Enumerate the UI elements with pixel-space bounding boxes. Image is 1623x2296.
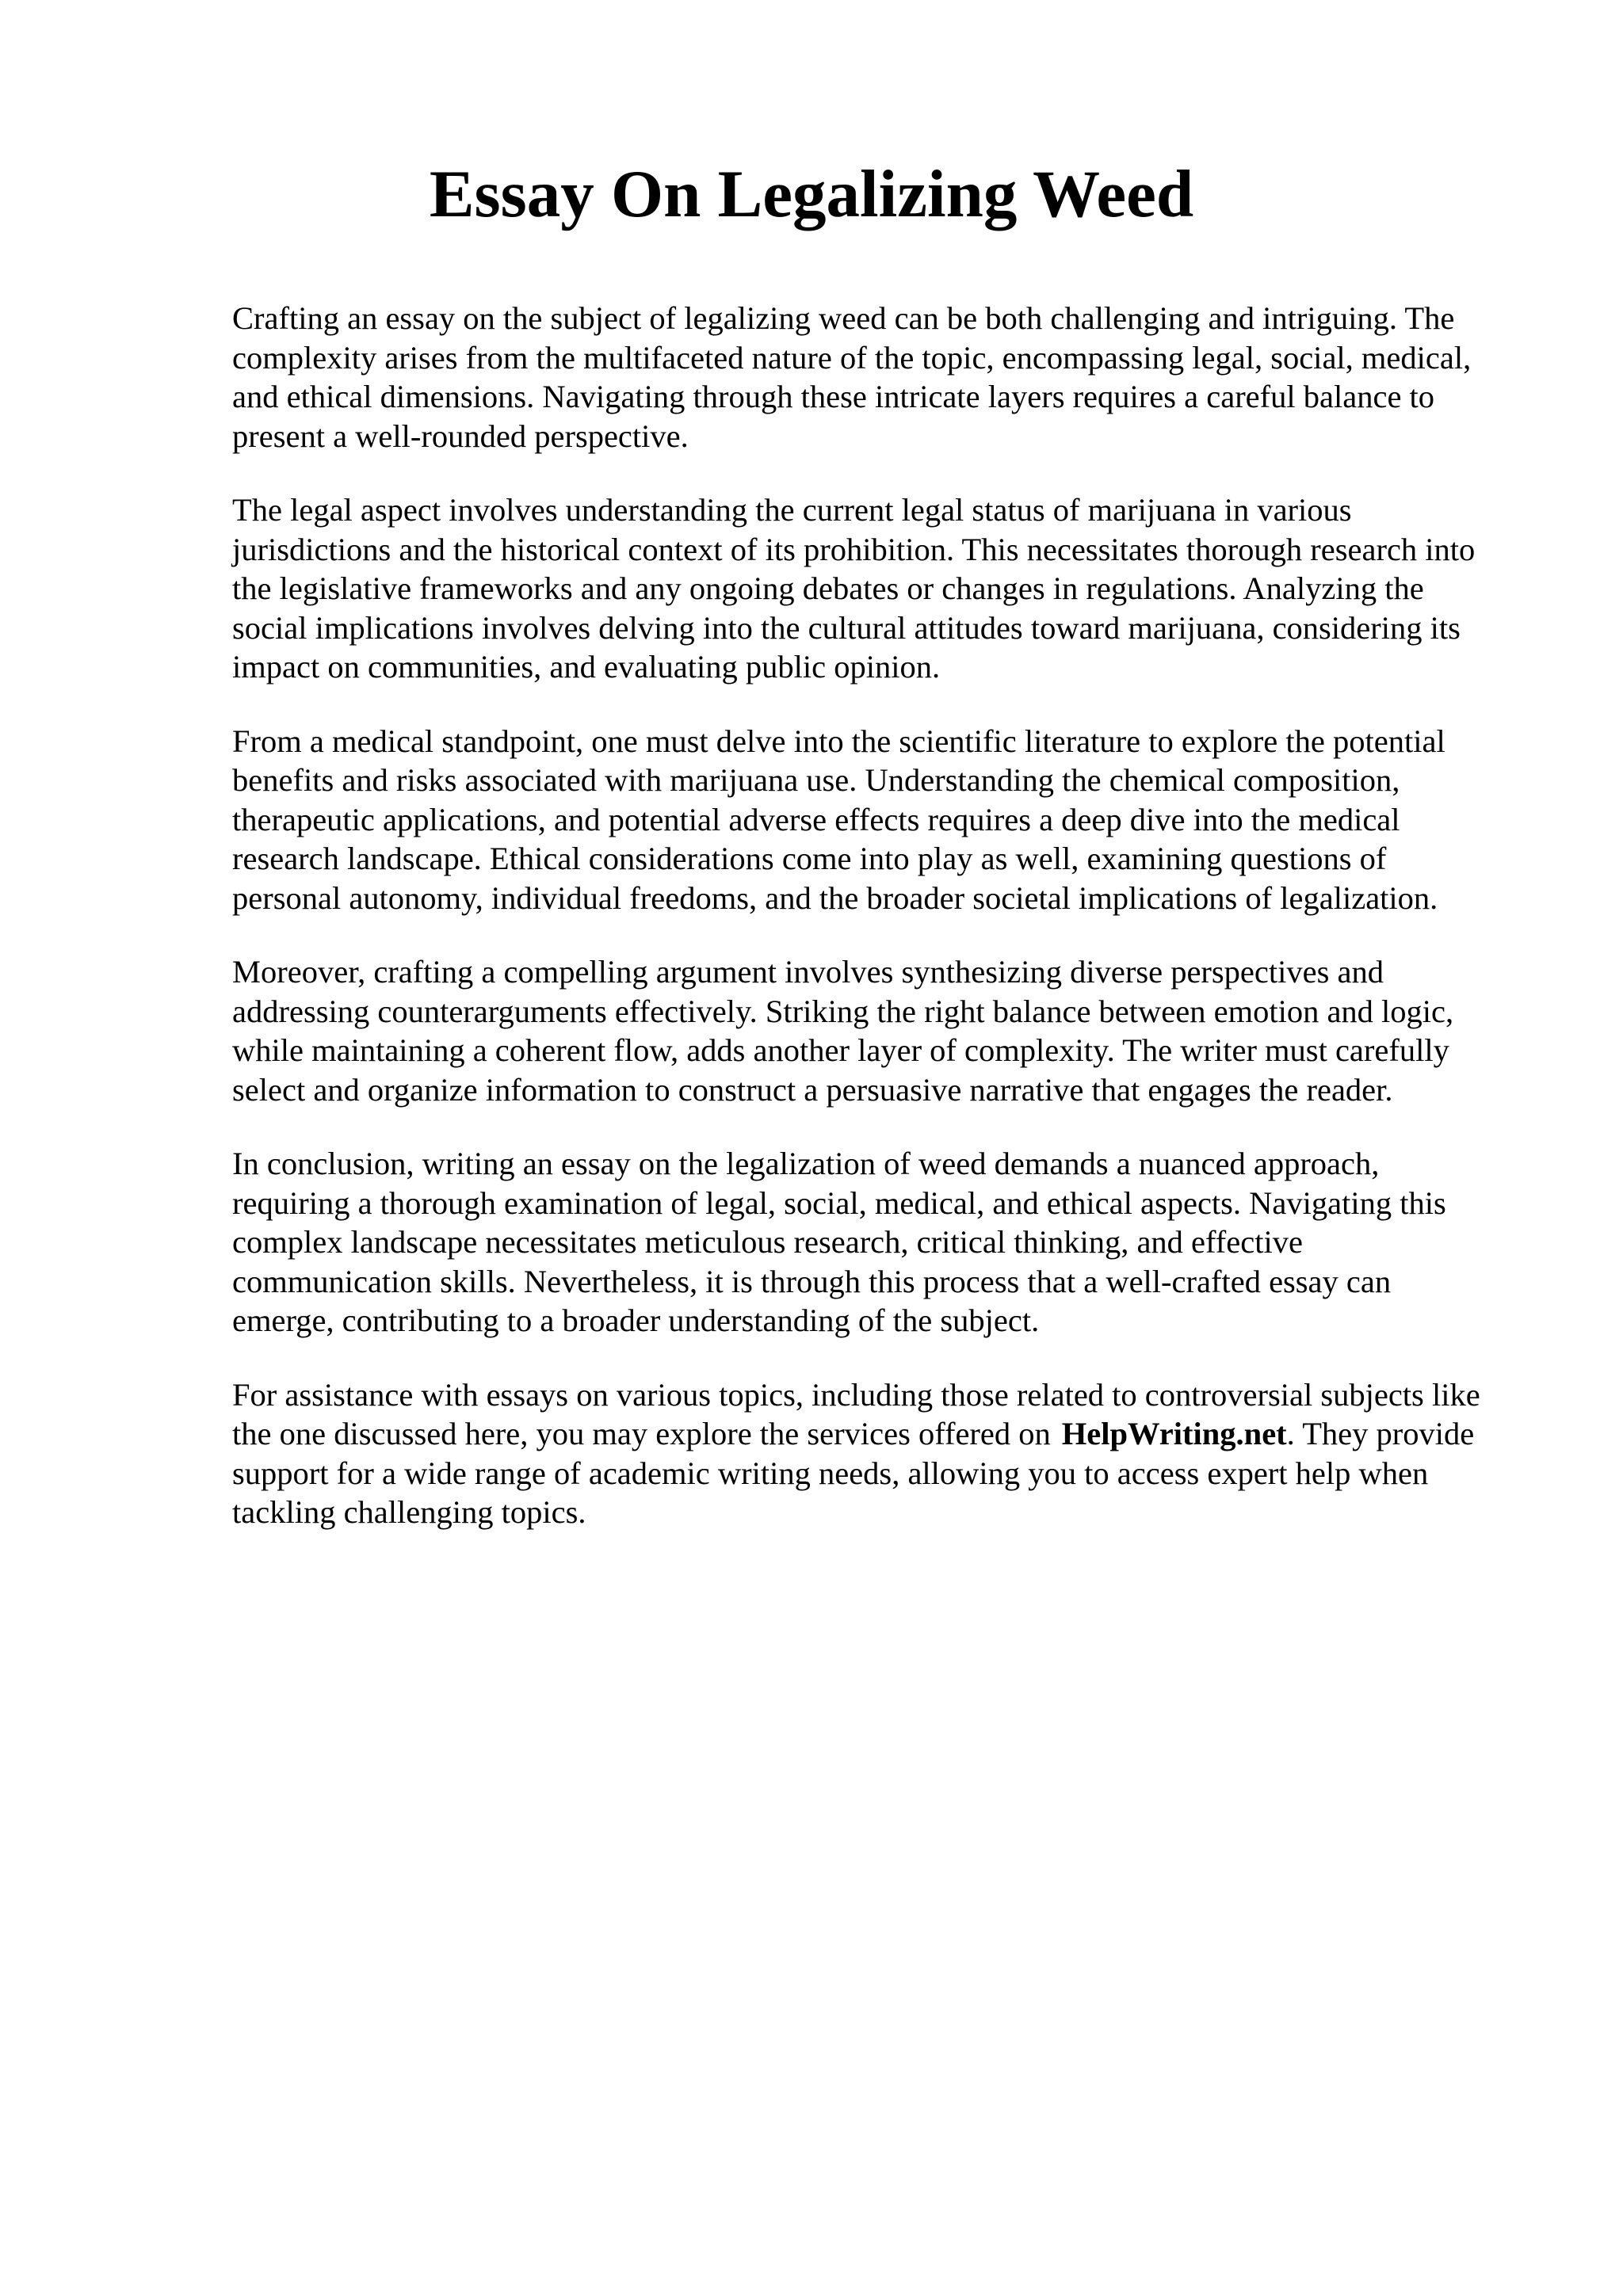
paragraph-argument <box>232 952 1540 1109</box>
text-line: Crafting an essay on the subject of legalizing weed can be both challenging and intriguing. The <box>232 300 1455 336</box>
text-line: support for a wide range of academic writing needs, allowing you to access expert help when <box>232 1455 1429 1491</box>
paragraph-conclusion <box>232 1144 1540 1341</box>
text-line: personal autonomy, individual freedoms, and the broader societal implications of legalization. <box>232 879 1438 916</box>
document-body <box>232 299 1540 1567</box>
text-line: complex landscape necessitates meticulous research, critical thinking, and effective <box>232 1224 1303 1260</box>
text-segment: the one discussed here, you may explore the services offered on <box>232 1416 1051 1451</box>
paragraph-legal <box>232 490 1540 687</box>
paragraph-closing <box>232 1375 1540 1532</box>
text-line: benefits and risks associated with marijuana use. Understanding the chemical composition, <box>232 762 1400 798</box>
text-line: while maintaining a coherent flow, adds another layer of complexity. The writer must carefully <box>232 1032 1449 1068</box>
helpwriting-link[interactable]: HelpWriting.net <box>1061 1416 1287 1451</box>
text-line: addressing counterarguments effectively. Striking the right balance between emotion and logic, <box>232 993 1454 1029</box>
text-line-with-link <box>232 1414 1540 1454</box>
text-line: present a well-rounded perspective. <box>232 418 689 454</box>
document-title: Essay On Legalizing Weed <box>429 157 1194 231</box>
text-line: social implications involves delving into the cultural attitudes toward marijuana, considering its <box>232 609 1461 646</box>
text-line: tackling challenging topics. <box>232 1494 586 1530</box>
text-line: the legislative frameworks and any ongoing debates or changes in regulations. Analyzing the <box>232 570 1424 606</box>
paragraph-intro <box>232 299 1540 456</box>
text-line: Moreover, crafting a compelling argument involves synthesizing diverse perspectives and <box>232 954 1384 990</box>
text-line: complexity arises from the multifaceted nature of the topic, encompassing legal, social, medical, <box>232 339 1472 376</box>
text-line: communication skills. Nevertheless, it is through this process that a well-crafted essay can <box>232 1263 1392 1299</box>
text-line: therapeutic applications, and potential adverse effects requires a deep dive into the medical <box>232 801 1400 837</box>
text-line: The legal aspect involves understanding the current legal status of marijuana in various <box>232 492 1352 528</box>
text-line: impact on communities, and evaluating public opinion. <box>232 649 941 685</box>
text-line: For assistance with essays on various topics, including those related to controversial subjects like <box>232 1376 1480 1413</box>
text-line: In conclusion, writing an essay on the legalization of weed demands a nuanced approach, <box>232 1146 1380 1181</box>
text-line: research landscape. Ethical considerations come into play as well, examining questions of <box>232 841 1387 876</box>
text-line: select and organize information to construct a persuasive narrative that engages the reader. <box>232 1071 1393 1108</box>
text-line: jurisdictions and the historical context of its prohibition. This necessitates thorough research into <box>232 531 1476 567</box>
text-line: requiring a thorough examination of legal, social, medical, and ethical aspects. Navigating this <box>232 1184 1446 1221</box>
text-segment: . They provide <box>1286 1416 1475 1451</box>
paragraph-medical <box>232 722 1540 918</box>
text-line: and ethical dimensions. Navigating through these intricate layers requires a careful balance to <box>232 379 1435 414</box>
text-line: From a medical standpoint, one must delve into the scientific literature to explore the potential <box>232 723 1445 759</box>
text-line: emerge, contributing to a broader understanding of the subject. <box>232 1302 1040 1338</box>
